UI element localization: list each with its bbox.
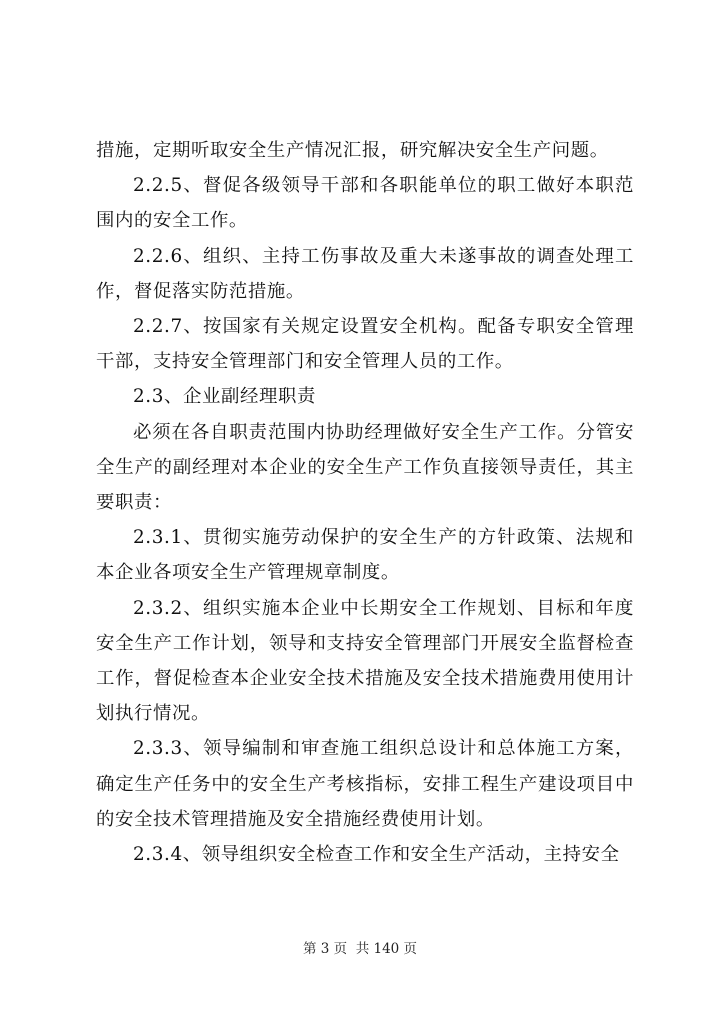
paragraph-8: 2.3.2、组织实施本企业中长期安全工作规划、目标和年度安全生产工作计划，领导和支持安全管理部门开展安全监督检查工作，督促检查本企业安全技术措施及安全技术措施费用使用计划执行情况。 <box>96 597 634 725</box>
paragraph-10: 2.3.4、领导组织安全检查工作和安全生产活动，主持安全 <box>133 844 620 866</box>
section-heading: 2.3、企业副经理职责 <box>133 386 316 408</box>
document-body <box>96 133 634 872</box>
paragraph-6: 必须在各自职责范围内协助经理做好安全生产工作。分管安全生产的副经理对本企业的安全生产工作负直接领导责任，其主要职责： <box>96 421 634 514</box>
page-footer <box>0 937 720 957</box>
paragraph-2: 2.2.5、督促各级领导干部和各职能单位的职工做好本职范围内的安全工作。 <box>96 175 634 232</box>
paragraph-9: 2.3.3、领导编制和审查施工组织总设计和总体施工方案，确定生产任务中的安全生产考核指标，安排工程生产建设项目中的安全技术管理措施及安全措施经费使用计划。 <box>96 738 634 830</box>
paragraph-7: 2.3.1、贯彻实施劳动保护的安全生产的方针政策、法规和本企业各项安全生产管理规章制度。 <box>96 527 634 584</box>
paragraph-4: 2.2.7、按国家有关规定设置安全机构。配备专职安全管理干部，支持安全管理部门和安全管理人员的工作。 <box>96 316 634 373</box>
paragraph-3: 2.2.6、组织、主持工伤事故及重大未遂事故的调查处理工作，督促落实防范措施。 <box>96 245 634 302</box>
page-number-label: 第 3 页 共 140 页 <box>302 941 418 957</box>
paragraph-1: 措施，定期听取安全生产情况汇报，研究解决安全生产问题。 <box>96 140 609 161</box>
